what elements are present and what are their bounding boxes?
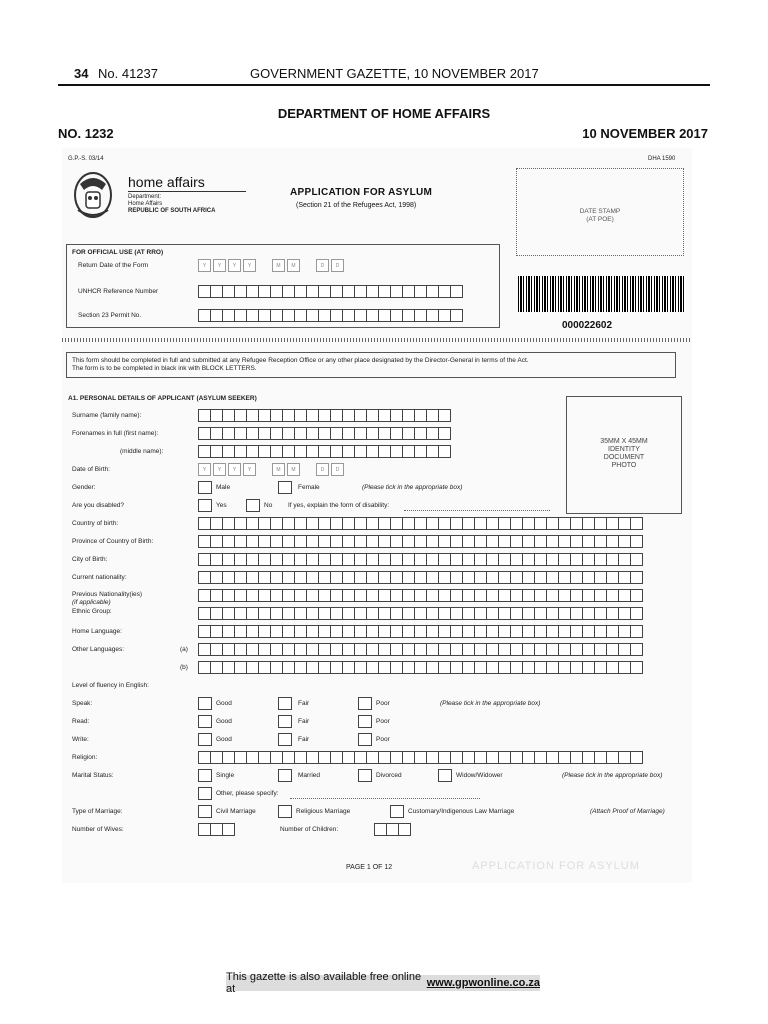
speak-label: Speak: <box>72 700 93 707</box>
photo-label-1: 35MM X 45MM <box>600 438 648 445</box>
read-fair-checkbox[interactable] <box>278 715 292 728</box>
date-year-box[interactable]: Y <box>228 463 241 476</box>
widow-label: Widow/Widower <box>456 772 503 779</box>
official-use-header: FOR OFFICIAL USE (AT RRO) <box>72 249 164 256</box>
date-day-box[interactable]: D <box>316 463 329 476</box>
asylum-form <box>62 148 692 883</box>
write-label: Write: <box>72 736 89 743</box>
home-language-input[interactable] <box>198 625 642 638</box>
footer-text: This gazette is also available free online at <box>226 971 422 995</box>
children-input[interactable] <box>374 823 410 836</box>
other-lang-b-label: (b) <box>180 664 188 671</box>
speak-fair-checkbox[interactable] <box>278 697 292 710</box>
religious-marriage-label: Religious Marriage <box>296 808 351 815</box>
char-box[interactable] <box>438 409 451 422</box>
instruction-1: This form should be completed in full and submitted at any Refugee Reception Office or any other place designated by the Director-General in terms of the Act. <box>72 357 529 364</box>
other-language-a-input[interactable] <box>198 643 642 656</box>
char-box[interactable] <box>398 823 411 836</box>
return-date-boxes[interactable] <box>198 259 346 272</box>
char-box[interactable] <box>630 553 643 566</box>
page-of-label: PAGE 1 OF 12 <box>346 864 393 871</box>
char-box[interactable] <box>450 285 463 298</box>
date-day-box[interactable]: D <box>331 259 344 272</box>
gazette-page-number: 34 <box>74 66 89 81</box>
no-label: No <box>264 502 273 509</box>
date-day-box[interactable]: D <box>331 463 344 476</box>
if-applicable-label: (if applicable) <box>72 599 111 606</box>
char-box[interactable] <box>438 445 451 458</box>
read-fair-label: Fair <box>298 718 310 725</box>
dob-label: Date of Birth: <box>72 466 110 473</box>
date-year-box[interactable]: Y <box>243 259 256 272</box>
current-nationality-input[interactable] <box>198 571 642 584</box>
other-marital-checkbox[interactable] <box>198 787 212 800</box>
country-birth-input[interactable] <box>198 517 642 530</box>
char-box[interactable] <box>630 535 643 548</box>
gender-tick-note: (Please tick in the appropriate box) <box>362 484 463 491</box>
single-checkbox[interactable] <box>198 769 212 782</box>
disabled-label: Are you disabled? <box>72 502 125 509</box>
disabled-yes-checkbox[interactable] <box>198 499 212 512</box>
unhcr-input[interactable] <box>198 285 462 298</box>
wives-label: Number of Wives: <box>72 826 124 833</box>
form-title: APPLICATION FOR ASYLUM <box>290 187 433 198</box>
char-box[interactable] <box>630 589 643 602</box>
wives-input[interactable] <box>198 823 234 836</box>
section-a1-title: A1. PERSONAL DETAILS OF APPLICANT (ASYLUM SEEKER) <box>68 395 257 402</box>
char-box[interactable] <box>630 607 643 620</box>
write-good-checkbox[interactable] <box>198 733 212 746</box>
char-box[interactable] <box>222 823 235 836</box>
notice-date: 10 NOVEMBER 2017 <box>582 126 708 141</box>
forenames-label: Forenames in full (first name): <box>72 430 159 437</box>
date-year-box[interactable]: Y <box>213 259 226 272</box>
middle-name-label: (middle name): <box>120 448 164 455</box>
married-checkbox[interactable] <box>278 769 292 782</box>
return-date-label: Return Date of the Form <box>78 262 149 269</box>
divorced-label: Divorced <box>376 772 402 779</box>
customary-marriage-checkbox[interactable] <box>390 805 404 818</box>
brand-sub-department: Department: <box>128 194 162 200</box>
date-stamp-label: DATE STAMP <box>579 208 621 215</box>
children-label: Number of Children: <box>280 826 339 833</box>
other-specify-label: Other, please specify: <box>216 790 279 797</box>
marital-tick-note: (Please tick in the appropriate box) <box>562 772 663 779</box>
char-box[interactable] <box>630 643 643 656</box>
read-label: Read: <box>72 718 90 725</box>
read-good-checkbox[interactable] <box>198 715 212 728</box>
barcode <box>518 276 686 312</box>
date-month-box[interactable]: M <box>272 463 285 476</box>
gender-label: Gender: <box>72 484 96 491</box>
middle-name-input[interactable] <box>198 445 450 458</box>
female-checkbox[interactable] <box>278 481 292 494</box>
unhcr-label: UNHCR Reference Number <box>78 288 159 295</box>
current-nationality-label: Current nationality: <box>72 574 127 581</box>
dha-code: DHA 1590 <box>648 156 676 162</box>
footer-banner <box>226 971 540 995</box>
single-label: Single <box>216 772 235 779</box>
photo-label-3: DOCUMENT <box>603 454 645 461</box>
date-stamp-sub: (AT POE) <box>586 216 614 223</box>
gazette-title: GOVERNMENT GAZETTE, 10 NOVEMBER 2017 <box>250 66 539 81</box>
char-box[interactable] <box>630 661 643 674</box>
province-birth-input[interactable] <box>198 535 642 548</box>
read-good-label: Good <box>216 718 232 725</box>
customary-marriage-label: Customary/Indigenous Law Marriage <box>408 808 515 815</box>
perforation-line <box>62 338 692 342</box>
marital-status-label: Marital Status: <box>72 772 114 779</box>
date-month-box[interactable]: M <box>287 259 300 272</box>
province-birth-label: Province of Country of Birth: <box>72 538 154 545</box>
religious-marriage-checkbox[interactable] <box>278 805 292 818</box>
religion-input[interactable] <box>198 751 642 764</box>
photo-box-label <box>566 438 682 470</box>
watermark: APPLICATION FOR ASYLUM <box>472 860 640 872</box>
type-marriage-label: Type of Marriage: <box>72 808 123 815</box>
speak-good-checkbox[interactable] <box>198 697 212 710</box>
photo-label-2: IDENTITY <box>608 446 640 453</box>
dob-boxes[interactable] <box>198 463 346 476</box>
date-year-box[interactable]: Y <box>198 259 211 272</box>
other-lang-a-label: (a) <box>180 646 188 653</box>
brand-name: home affairs <box>128 174 205 190</box>
attach-proof-note: (Attach Proof of Marriage) <box>590 808 665 815</box>
civil-marriage-label: Civil Marriage <box>216 808 256 815</box>
other-specify-input[interactable] <box>290 798 480 799</box>
gps-code: G.P.-S. 03/14 <box>68 156 104 162</box>
read-poor-checkbox[interactable] <box>358 715 372 728</box>
civil-marriage-checkbox[interactable] <box>198 805 212 818</box>
divorced-checkbox[interactable] <box>358 769 372 782</box>
speak-poor-label: Poor <box>376 700 390 707</box>
char-box[interactable] <box>438 427 451 440</box>
yes-label: Yes <box>216 502 227 509</box>
speak-fair-label: Fair <box>298 700 310 707</box>
header-rule <box>58 84 710 86</box>
date-year-box[interactable]: Y <box>243 463 256 476</box>
photo-label-4: PHOTO <box>611 462 637 469</box>
speak-poor-checkbox[interactable] <box>358 697 372 710</box>
write-good-label: Good <box>216 736 232 743</box>
previous-nationality-label: Previous Nationality(ies) <box>72 591 143 598</box>
write-poor-checkbox[interactable] <box>358 733 372 746</box>
disability-explain-label: If yes, explain the form of disability: <box>288 502 390 509</box>
other-languages-label: Other Languages: <box>72 646 125 653</box>
footer-link[interactable]: www.gpwonline.co.za <box>426 977 540 989</box>
section23-input[interactable] <box>198 309 462 322</box>
date-day-box[interactable]: D <box>316 259 329 272</box>
religion-label: Religion: <box>72 754 98 761</box>
surname-label: Surname (family name): <box>72 412 142 419</box>
city-birth-label: City of Birth: <box>72 556 108 563</box>
write-fair-checkbox[interactable] <box>278 733 292 746</box>
date-year-box[interactable]: Y <box>228 259 241 272</box>
ethnic-group-input[interactable] <box>198 607 642 620</box>
section23-label: Section 23 Permit No. <box>78 312 142 319</box>
married-label: Married <box>298 772 321 779</box>
instruction-2: The form is to be completed in black ink with BLOCK LETTERS. <box>72 365 257 372</box>
brand-sub-rsa: REPUBLIC OF SOUTH AFRICA <box>128 208 216 214</box>
fluency-tick-note: (Please tick in the appropriate box) <box>440 700 541 707</box>
male-label: Male <box>216 484 231 491</box>
barcode-number: 000022602 <box>562 320 613 331</box>
disability-explain-input[interactable] <box>404 510 550 511</box>
coat-of-arms-icon <box>66 168 120 222</box>
surname-input[interactable] <box>198 409 450 422</box>
char-box[interactable] <box>630 517 643 530</box>
write-poor-label: Poor <box>376 736 390 743</box>
female-label: Female <box>298 484 320 491</box>
char-box[interactable] <box>450 309 463 322</box>
widow-checkbox[interactable] <box>438 769 452 782</box>
fluency-label: Level of fluency in English: <box>72 682 149 689</box>
date-year-box[interactable]: Y <box>213 463 226 476</box>
city-birth-input[interactable] <box>198 553 642 566</box>
gazette-issue-number: No. 41237 <box>98 66 158 81</box>
brand-sub-home-affairs: Home Affairs <box>128 201 163 207</box>
date-month-box[interactable]: M <box>272 259 285 272</box>
ethnic-group-label: Ethnic Group: <box>72 608 112 615</box>
char-box[interactable] <box>630 625 643 638</box>
form-subtitle: (Section 21 of the Refugees Act, 1998) <box>296 202 417 209</box>
disabled-no-checkbox[interactable] <box>246 499 260 512</box>
country-birth-label: Country of birth: <box>72 520 119 527</box>
brand-underline <box>128 191 246 192</box>
date-year-box[interactable]: Y <box>198 463 211 476</box>
home-language-label: Home Language: <box>72 628 122 635</box>
write-fair-label: Fair <box>298 736 310 743</box>
male-checkbox[interactable] <box>198 481 212 494</box>
speak-good-label: Good <box>216 700 232 707</box>
notice-number: NO. 1232 <box>58 126 114 141</box>
previous-nationality-input[interactable] <box>198 589 642 602</box>
char-box[interactable] <box>630 751 643 764</box>
other-language-b-input[interactable] <box>198 661 642 674</box>
forenames-input[interactable] <box>198 427 450 440</box>
date-month-box[interactable]: M <box>287 463 300 476</box>
read-poor-label: Poor <box>376 718 390 725</box>
department-title: DEPARTMENT OF HOME AFFAIRS <box>277 106 491 121</box>
char-box[interactable] <box>630 571 643 584</box>
